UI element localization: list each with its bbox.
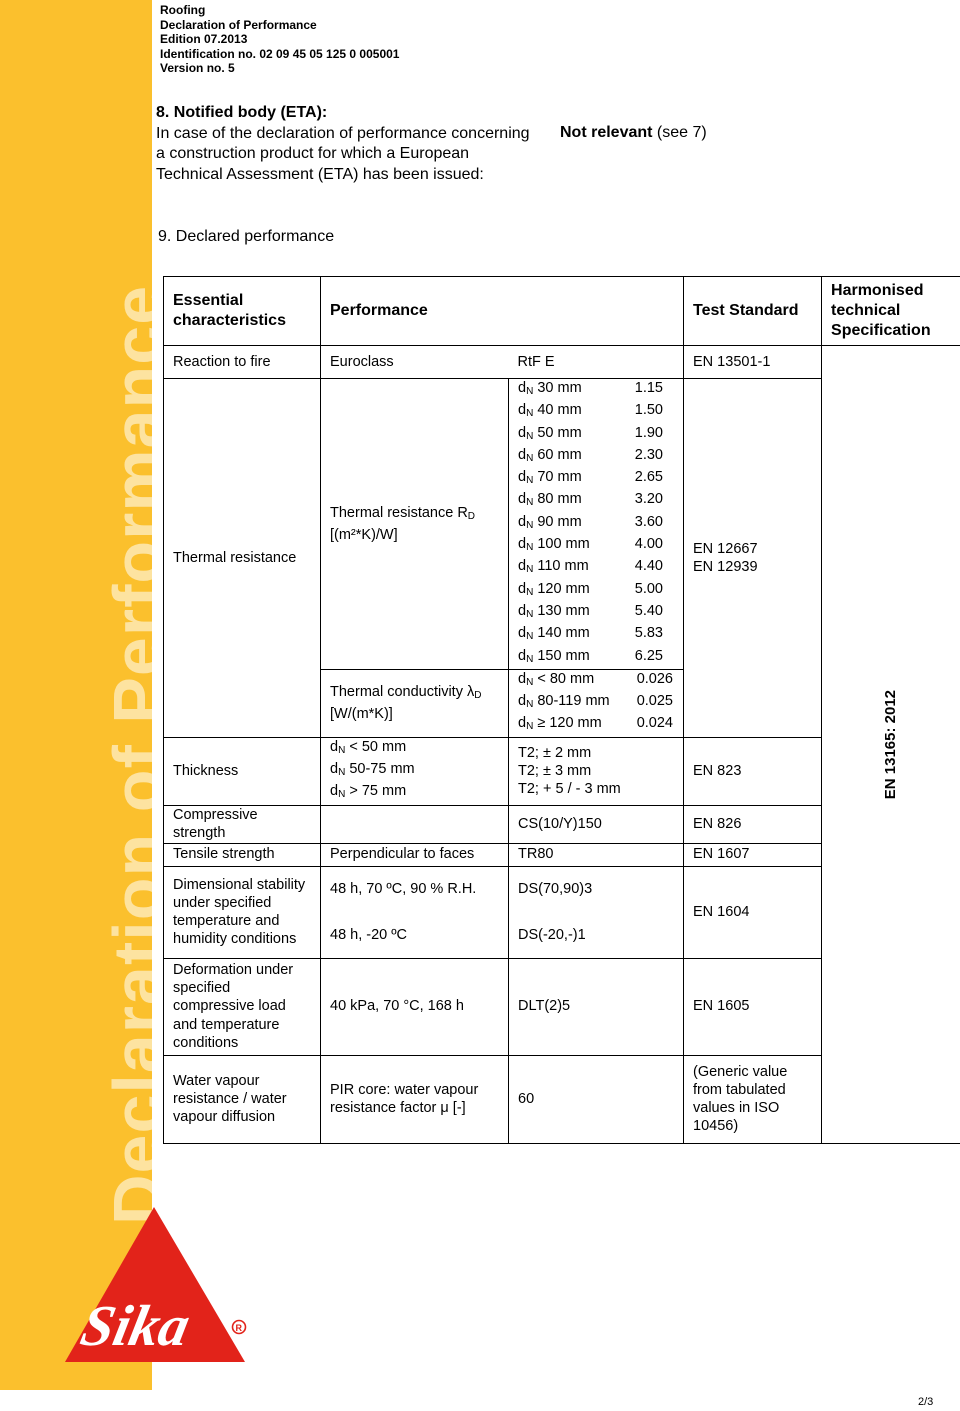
table-row — [164, 346, 960, 379]
list-item — [518, 401, 663, 423]
thermal-cond-sub: D — [474, 690, 482, 701]
section-8-value-rest: (see 7) — [652, 124, 707, 141]
section-8-value-bold: Not relevant — [560, 124, 653, 141]
thermal-standard-1: EN 12667 — [693, 540, 758, 557]
dn-label: $d_N$ 50 mm — [518, 424, 582, 442]
list-item-value: 3.20 — [634, 491, 663, 508]
sidebar-band — [0, 0, 177, 1390]
dn-label: $d_N$ 80-119 mm — [518, 693, 610, 711]
list-item-value: 4.40 — [634, 558, 663, 575]
thermal-resist-values — [509, 379, 684, 670]
section-9-heading: 9. Declared performance — [158, 228, 335, 245]
dn-label: $d_N$ 60 mm — [518, 446, 582, 464]
list-item-value: 6.25 — [634, 647, 663, 664]
cell-char: Tensile strength — [164, 843, 321, 866]
dn-label: $d_N$ 100 mm — [518, 536, 590, 554]
dn-label: $d_N < 80$ mm — [518, 670, 595, 688]
svg-text:R: R — [235, 1323, 242, 1333]
list-item — [518, 557, 663, 579]
cell-value: DLT(2)5 — [509, 958, 684, 1055]
thermal-standard-2: EN 12939 — [693, 558, 758, 575]
harmonised-value: EN 13165: 2012 — [881, 689, 899, 799]
header-version: Version no. 5 — [160, 61, 235, 75]
cell-standard — [684, 379, 822, 738]
header-edition: Edition 07.2013 — [160, 32, 248, 46]
dn-label: $d_N$ 150 mm — [518, 647, 590, 665]
dn-label: $d_N < 50$ mm — [330, 738, 407, 756]
performance-table — [163, 276, 960, 1144]
cell-standard: EN 1604 — [684, 866, 822, 958]
cell-perf: Perpendicular to faces — [321, 843, 509, 866]
list-item-value: 2.30 — [634, 446, 663, 463]
section-8-heading: 8. Notified body (ETA): — [156, 104, 328, 121]
list-item-value: 0.025 — [636, 693, 673, 710]
list-item — [518, 446, 663, 468]
header-test-standard: Test Standard — [684, 277, 822, 346]
thermal-cond-values — [509, 669, 684, 737]
cell-value: 60 — [509, 1055, 684, 1143]
thermal-resist-unit: [(m²*K)/W] — [330, 526, 398, 543]
harmonised-cell — [822, 346, 960, 1144]
cell-standard: EN 1605 — [684, 958, 822, 1055]
list-item — [518, 624, 663, 646]
dimensional-value-2: DS(-20,-)1 — [518, 926, 586, 943]
list-item-value: 0.026 — [636, 670, 673, 687]
cell-value — [509, 866, 684, 958]
list-item-value: 1.50 — [634, 402, 663, 419]
dimensional-perf-1: 48 h, 70 ºC, 90 % R.H. — [330, 881, 477, 898]
list-item-value: 5.00 — [634, 580, 663, 597]
list-item — [518, 379, 663, 401]
cell-value: TR80 — [509, 843, 684, 866]
cell-perf: Euroclass — [321, 346, 509, 379]
list-item — [518, 490, 663, 512]
thermal-resist-label: Thermal resistance R — [330, 504, 468, 521]
cell-perf: PIR core: water vapour resistance factor μ [-] — [321, 1055, 509, 1143]
cell-perf-empty — [321, 805, 509, 843]
list-item — [518, 535, 663, 557]
header-harmonised: Harmonised technical Specification — [822, 277, 960, 346]
compressive-char: Compressive strength — [173, 806, 258, 842]
dn-label: $d_N$ 140 mm — [518, 625, 590, 643]
dimensional-perf-2: 48 h, -20 ºC — [330, 926, 408, 943]
list-item — [518, 468, 663, 490]
svg-text:Sika: Sika — [75, 1293, 196, 1358]
list-item — [518, 580, 663, 602]
dn-label: $d_N$ 50-75 mm — [330, 761, 415, 779]
list-item-value: 0.024 — [636, 715, 673, 732]
cell-standard: EN 13501-1 — [684, 346, 822, 379]
cell-char — [164, 805, 321, 843]
cell-char: Water vapour resistance / water vapour diffusion — [164, 1055, 321, 1143]
list-item-value: 5.40 — [634, 602, 663, 619]
thickness-perf-item — [330, 782, 499, 804]
header-identification: Identification no. 02 09 45 05 125 0 005001 — [160, 46, 400, 61]
sidebar-title: Declaration of Performance — [99, 284, 177, 1225]
dn-label: $d_N > 75$ mm — [330, 783, 407, 801]
list-item — [518, 647, 663, 669]
cell-char: Dimensional stability under specified temperature and humidity conditions — [164, 866, 321, 958]
thickness-value-2: T2; ± 3 mm — [518, 763, 592, 780]
list-item — [518, 602, 663, 624]
dn-label: $d_N$ 90 mm — [518, 513, 582, 531]
cell-value — [509, 737, 684, 805]
cell-perf — [321, 379, 509, 670]
thickness-value-1: T2; ± 2 mm — [518, 744, 592, 761]
document-header — [160, 3, 399, 76]
list-item — [518, 513, 663, 535]
section-8-text: In case of the declaration of performance concerning a construction product for which a European Technical Assessment (ETA) has been issued: — [156, 124, 530, 183]
cell-char: Thickness — [164, 737, 321, 805]
cell-perf: 40 kPa, 70 °C, 168 h — [321, 958, 509, 1055]
header-category: Roofing — [160, 3, 206, 17]
dn-label: $d_N$ 70 mm — [518, 469, 582, 487]
cell-standard: EN 1607 — [684, 843, 822, 866]
list-item-value: 3.60 — [634, 513, 663, 530]
cell-char: Thermal resistance — [164, 379, 321, 738]
list-item — [518, 714, 673, 736]
header-essential: Essential characteristics — [164, 277, 321, 346]
header-performance: Performance — [321, 277, 684, 346]
cell-standard: (Generic value from tabulated values in ISO 10456) — [684, 1055, 822, 1143]
table-header-row — [164, 277, 960, 346]
section-8-value — [560, 124, 707, 142]
sika-logo — [63, 1205, 253, 1365]
dn-label: $d_N$ 30 mm — [518, 380, 582, 397]
list-item — [518, 670, 673, 692]
list-item-value: 1.90 — [634, 424, 663, 441]
thickness-perf-item — [330, 760, 499, 782]
dn-label: $d_N$ 120 mm — [518, 580, 590, 598]
dimensional-value-1: DS(70,90)3 — [518, 881, 593, 898]
cell-standard: EN 823 — [684, 737, 822, 805]
thermal-resist-sub: D — [467, 510, 476, 522]
cell-char: Deformation under specified compressive load and temperature conditions — [164, 958, 321, 1055]
list-item-value: 1.15 — [634, 380, 663, 396]
cell-perf — [321, 669, 509, 737]
list-item-value: 2.65 — [634, 469, 663, 486]
cell-value: RtF E — [509, 346, 684, 379]
thermal-cond-unit: [W/(m*K)] — [330, 706, 393, 723]
dn-label: $d_N$ 40 mm — [518, 402, 582, 420]
list-item — [518, 424, 663, 446]
page-number: 2/3 — [918, 1396, 934, 1408]
cell-standard: EN 826 — [684, 805, 822, 843]
cell-value: CS(10/Y)150 — [509, 805, 684, 843]
list-item — [518, 692, 673, 714]
dn-label: $d_N$ 130 mm — [518, 602, 590, 620]
cell-char: Reaction to fire — [164, 346, 321, 379]
list-item-value: 4.00 — [634, 536, 663, 553]
cell-perf — [321, 866, 509, 958]
cell-perf — [321, 737, 509, 805]
dn-label: $d_N$ 110 mm — [518, 558, 589, 576]
list-item-value: 5.83 — [634, 625, 663, 642]
dn-label: $d_N$ 80 mm — [518, 491, 582, 509]
section-8 — [156, 103, 536, 185]
thickness-perf-item — [330, 738, 499, 760]
dn-label: $d_N \ge 120$ mm — [518, 715, 602, 733]
thermal-cond-label: Thermal conductivity λ — [330, 684, 475, 700]
thickness-value-3: T2; + 5 / - 3 mm — [518, 781, 621, 798]
header-doc-title: Declaration of Performance — [160, 17, 317, 32]
